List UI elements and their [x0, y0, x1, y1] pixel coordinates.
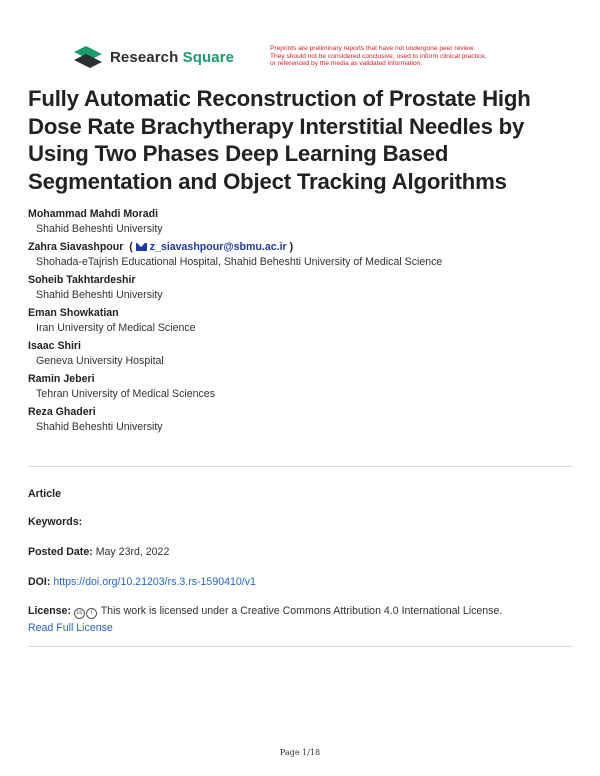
article-type-label: Article [28, 488, 61, 500]
posted-date-label: Posted Date: [28, 546, 93, 558]
author-affiliation: Shahid Beheshti University [36, 421, 163, 433]
keywords-row [28, 516, 82, 528]
author-name: Reza Ghaderi [28, 406, 96, 418]
mail-icon [136, 243, 147, 251]
doi-link[interactable]: https://doi.org/10.21203/rs.3.rs-1590410/v1 [53, 576, 256, 588]
author-affiliation: Shahid Beheshti University [36, 289, 163, 301]
author-entry [28, 240, 573, 273]
author-affiliation: Tehran University of Medical Sciences [36, 388, 215, 400]
author-entry [28, 207, 573, 240]
author-list [28, 207, 573, 438]
cc-attribution-icon: i [86, 608, 97, 619]
notice-line: They should not be considered conclusive, used to inform clinical practice, [270, 52, 487, 60]
divider [28, 646, 573, 647]
author-affiliation: Shohada-eTajrish Educational Hospital, Shahid Beheshti University of Medical Science [36, 256, 443, 268]
paper-title: Fully Automatic Reconstruction of Prostate High Dose Rate Brachytherapy Interstitial Needles by Using Two Phases Deep Learning Based Segmentation and Object Tracking Algorithms [28, 86, 531, 194]
author-entry [28, 273, 573, 306]
posted-date-row [28, 546, 169, 558]
author-name: Soheib Takhtardeshir [28, 274, 136, 286]
author-email-link[interactable]: z_siavashpour@sbmu.ac.ir [149, 241, 287, 253]
author-name-with-email: Zahra Siavashpour ( z_siavashpour@sbmu.ac.ir ) [28, 241, 294, 253]
license-row [28, 605, 573, 634]
logo-brand: Research [110, 48, 179, 66]
doi-row [28, 576, 256, 588]
cc-license-icon: cc [74, 608, 85, 619]
license-label: License: [28, 605, 71, 617]
notice-line: or referenced by the media as validated information. [270, 60, 423, 68]
author-entry [28, 372, 573, 405]
article-type [28, 488, 61, 500]
notice-line: Preprints are preliminary reports that have not undergone peer review. [270, 45, 475, 52]
author-entry [28, 306, 573, 339]
research-square-logo[interactable] [74, 46, 234, 68]
author-affiliation: Geneva University Hospital [36, 355, 164, 367]
author-name: Mohammad Mahdi Moradi [28, 208, 159, 220]
author-name: Eman Showkatian [28, 307, 119, 319]
author-name: Ramin Jeberi [28, 373, 95, 385]
preprint-notice [270, 45, 542, 68]
author-entry [28, 339, 573, 372]
doi-label: DOI: [28, 576, 51, 588]
page-number: Page 1/18 [279, 748, 321, 757]
logo-wordmark [110, 49, 234, 66]
keywords-label: Keywords: [28, 516, 83, 528]
logo-accent: Square [182, 48, 235, 66]
author-name: Zahra Siavashpour [28, 241, 124, 253]
author-affiliation: Shahid Beheshti University [36, 223, 163, 235]
author-name: Isaac Shiri [28, 340, 81, 352]
author-entry [28, 405, 573, 438]
divider [28, 466, 573, 467]
author-affiliation: Iran University of Medical Science [36, 322, 196, 334]
research-square-logo-icon [74, 46, 102, 68]
read-full-license-link[interactable]: Read Full License [28, 622, 113, 634]
license-text: This work is licensed under a Creative Commons Attribution 4.0 International License. [100, 605, 503, 617]
posted-date-value: May 23rd, 2022 [95, 546, 170, 558]
